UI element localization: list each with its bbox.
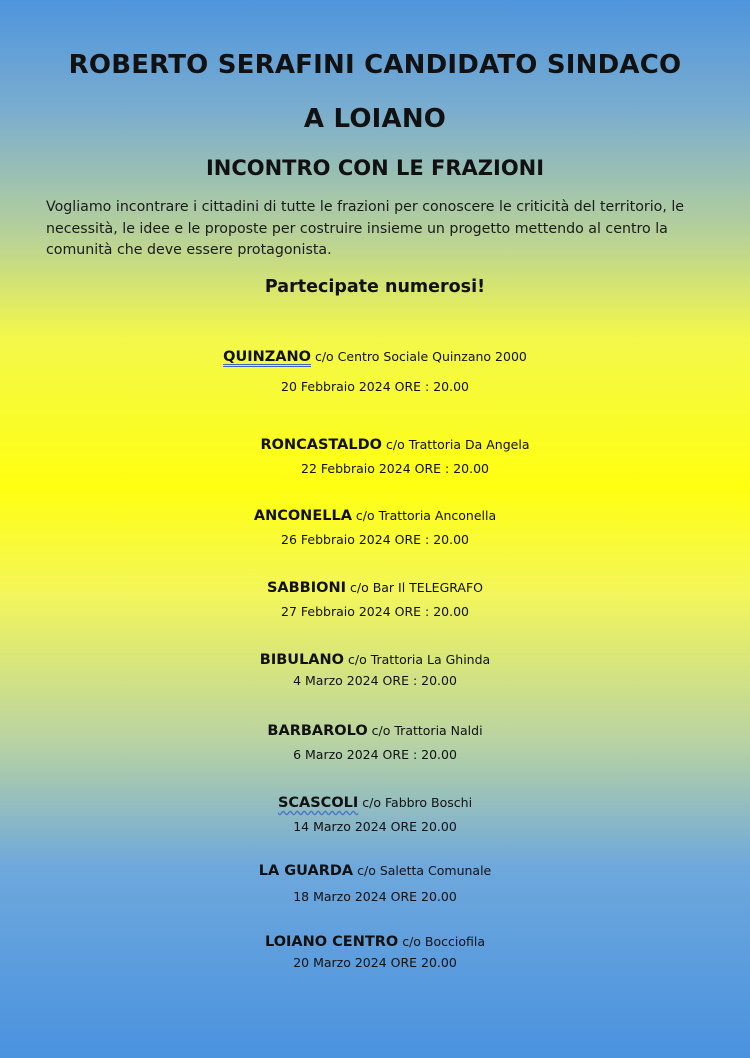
event-location: SCASCOLI bbox=[277, 795, 359, 811]
intro-paragraph: Vogliamo incontrare i cittadini di tutte le frazioni per conoscere le criticità del territorio, le necessità, le idee e le proposte per costruire insieme un progetto mettendo al centro la comunità che deve essere protagonista. bbox=[46, 199, 685, 258]
event-venue: c/o Trattoria La Ghinda bbox=[347, 652, 491, 667]
event-venue: c/o Centro Sociale Quinzano 2000 bbox=[314, 349, 527, 364]
subtitle: INCONTRO CON LE FRAZIONI bbox=[205, 156, 545, 180]
event-place bbox=[0, 507, 750, 525]
event-datetime: 6 Marzo 2024 ORE : 20.00 bbox=[293, 747, 457, 762]
call-to-action: Partecipate numerosi! bbox=[264, 277, 486, 297]
event-place bbox=[0, 794, 750, 812]
event-location: LOIANO CENTRO bbox=[264, 934, 399, 950]
event-place bbox=[20, 436, 750, 454]
event-barbarolo bbox=[0, 722, 750, 764]
event-location: SABBIONI bbox=[266, 580, 346, 596]
event-quinzano bbox=[0, 348, 750, 396]
event-venue: c/o Trattoria Da Angela bbox=[386, 437, 530, 452]
title-line-1: ROBERTO SERAFINI CANDIDATO SINDACO bbox=[68, 50, 682, 80]
event-location: BARBAROLO bbox=[267, 723, 368, 739]
event-place bbox=[0, 862, 750, 880]
title-line-2: A LOIANO bbox=[303, 104, 447, 134]
event-datetime: 20 Febbraio 2024 ORE : 20.00 bbox=[281, 379, 469, 394]
event-datetime: 27 Febbraio 2024 ORE : 20.00 bbox=[281, 604, 469, 619]
event-location: RONCASTALDO bbox=[260, 437, 383, 453]
event-scascoli bbox=[0, 794, 750, 836]
event-place bbox=[0, 933, 750, 951]
event-venue: c/o Bocciofila bbox=[402, 934, 486, 949]
event-la-guarda bbox=[0, 862, 750, 906]
event-datetime: 20 Marzo 2024 ORE 20.00 bbox=[293, 955, 457, 970]
event-location: BIBULANO bbox=[259, 652, 344, 668]
event-venue: c/o Bar Il TELEGRAFO bbox=[349, 580, 484, 595]
event-venue: c/o Trattoria Anconella bbox=[355, 508, 497, 523]
event-venue: c/o Fabbro Boschi bbox=[362, 795, 473, 810]
event-datetime: 14 Marzo 2024 ORE 20.00 bbox=[293, 819, 457, 834]
event-venue: c/o Trattoria Naldi bbox=[371, 723, 483, 738]
event-datetime: 26 Febbraio 2024 ORE : 20.00 bbox=[281, 532, 469, 547]
event-anconella bbox=[0, 507, 750, 549]
event-sabbioni bbox=[0, 579, 750, 621]
event-place bbox=[0, 651, 750, 669]
event-datetime: 22 Febbraio 2024 ORE : 20.00 bbox=[301, 461, 489, 476]
event-location: ANCONELLA bbox=[253, 508, 352, 524]
event-place bbox=[0, 348, 750, 366]
event-place bbox=[0, 722, 750, 740]
event-bibulano bbox=[0, 651, 750, 690]
event-datetime: 18 Marzo 2024 ORE 20.00 bbox=[293, 889, 457, 904]
event-location: LA GUARDA bbox=[258, 863, 354, 879]
event-datetime: 4 Marzo 2024 ORE : 20.00 bbox=[293, 673, 457, 688]
event-venue: c/o Saletta Comunale bbox=[357, 863, 492, 878]
event-loiano-centro bbox=[0, 933, 750, 972]
event-place bbox=[0, 579, 750, 597]
event-roncastaldo bbox=[20, 436, 750, 478]
event-location: QUINZANO bbox=[223, 349, 311, 365]
